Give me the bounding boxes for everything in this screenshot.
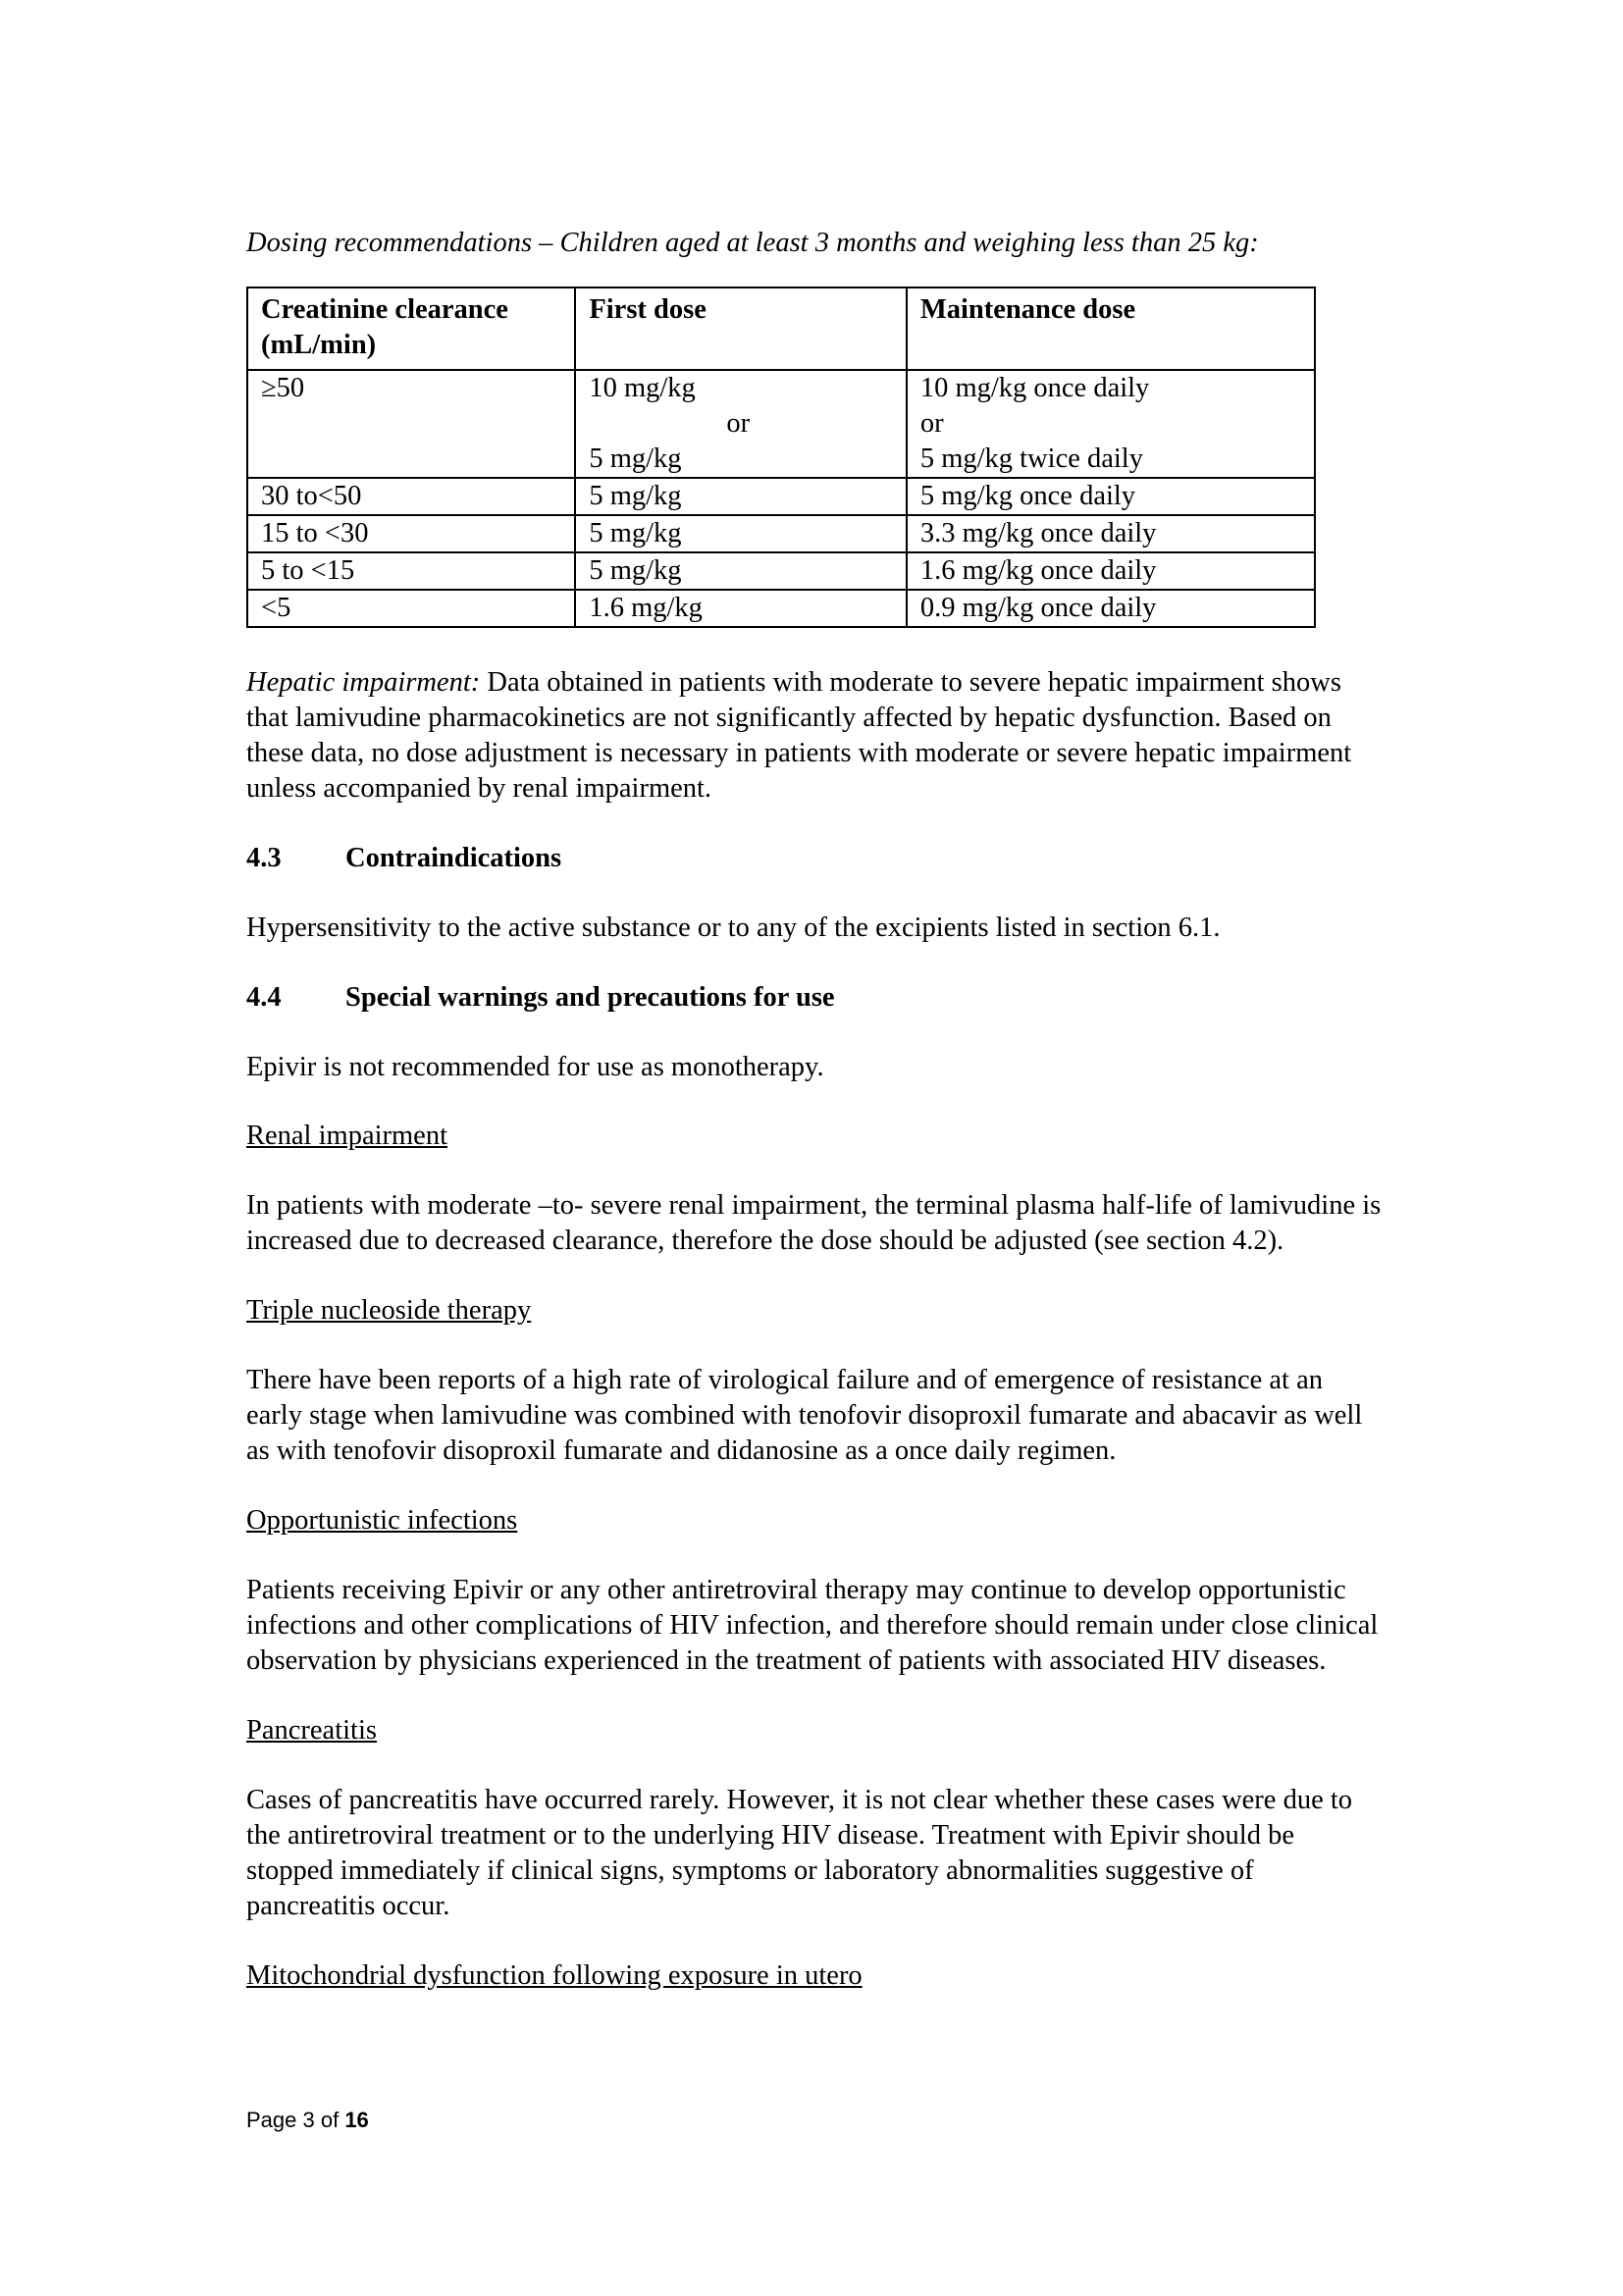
- table-row: [247, 370, 1315, 478]
- cell-first-dose: 1.6 mg/kg: [575, 590, 906, 627]
- table-row: [247, 590, 1315, 627]
- section-title: Contraindications: [345, 843, 562, 873]
- table-row: [247, 552, 1315, 590]
- document-page: [246, 226, 1385, 1994]
- triple-text: There have been reports of a high rate of virological failure and of emergence of resistance at an early stage when lamivudine was combined with tenofovir disoproxil fumarate and abacavir as well as with tenofovir disoproxil fumarate and didanosine as a once daily regimen.: [246, 1365, 1363, 1466]
- page-number-prefix: Page 3 of: [246, 2108, 345, 2132]
- subheading-opportunistic: Opportunistic infections: [246, 1505, 518, 1536]
- first-dose-or: or: [726, 408, 751, 439]
- cell-creatinine: 30 to<50: [247, 478, 575, 515]
- cell-first-dose: [575, 370, 906, 478]
- renal-text: In patients with moderate –to- severe renal impairment, the terminal plasma half-life of lamivudine is increased due to decreased clearance, therefore the dose should be adjusted (see section 4.2).: [246, 1190, 1382, 1256]
- dosing-table: [246, 287, 1316, 628]
- cell-maintenance: [907, 370, 1315, 478]
- subheading-triple: Triple nucleoside therapy: [246, 1295, 532, 1326]
- table-row: [247, 515, 1315, 552]
- page-total: 16: [344, 2108, 369, 2132]
- section-title: Special warnings and precautions for use: [345, 982, 835, 1013]
- cell-creatinine: 5 to <15: [247, 552, 575, 590]
- maint-dose-or: or: [919, 408, 944, 439]
- first-dose-b: 5 mg/kg: [589, 444, 682, 474]
- header-creatinine: Creatinine clearance (mL/min): [247, 287, 575, 370]
- maint-dose-b: 5 mg/kg twice daily: [919, 444, 1143, 474]
- maint-dose-a: 10 mg/kg once daily: [919, 373, 1150, 403]
- cell-maintenance: 3.3 mg/kg once daily: [907, 515, 1315, 552]
- cell-creatinine: ≥50: [247, 370, 575, 478]
- hepatic-paragraph: [246, 665, 1385, 807]
- header-first-dose: First dose: [575, 287, 906, 370]
- cell-first-dose: 5 mg/kg: [575, 478, 906, 515]
- cell-maintenance: 1.6 mg/kg once daily: [907, 552, 1315, 590]
- header-maintenance: Maintenance dose: [907, 287, 1315, 370]
- contraindications-text: Hypersensitivity to the active substance or to any of the excipients listed in section 6.1.: [246, 913, 1221, 943]
- section-number: 4.4: [246, 982, 282, 1013]
- hepatic-label: Hepatic impairment:: [246, 667, 481, 698]
- monotherapy-text: Epivir is not recommended for use as monotherapy.: [246, 1052, 824, 1082]
- dosing-intro: Dosing recommendations – Children aged at least 3 months and weighing less than 25 kg:: [246, 228, 1259, 258]
- cell-first-dose: 5 mg/kg: [575, 552, 906, 590]
- table-row: [247, 478, 1315, 515]
- opportunistic-text: Patients receiving Epivir or any other antiretroviral therapy may continue to develop opportunistic infections and other complications of HIV infection, and therefore should remain under close clinical observation by physicians experienced in the treatment of patients with associated HIV diseases.: [246, 1575, 1379, 1676]
- cell-first-dose: 5 mg/kg: [575, 515, 906, 552]
- page-footer: [246, 2108, 369, 2133]
- subheading-pancreatitis: Pancreatitis: [246, 1715, 377, 1746]
- cell-maintenance: 0.9 mg/kg once daily: [907, 590, 1315, 627]
- table-header-row: [247, 287, 1315, 370]
- hepatic-text: Data obtained in patients with moderate to severe hepatic impairment shows that lamivudine pharmacokinetics are not significantly affected by hepatic dysfunction. Based on these data, no dose adjustment is necessary in patients with moderate or severe hepatic impairment unless accompanied by renal impairment.: [246, 667, 1352, 804]
- pancreatitis-text: Cases of pancreatitis have occurred rarely. However, it is not clear whether these cases were due to the antiretroviral treatment or to the underlying HIV disease. Treatment with Epivir should be stopped immediately if clinical signs, symptoms or laboratory abnormalities suggestive of pancreatitis occur.: [246, 1785, 1353, 1921]
- subheading-renal: Renal impairment: [246, 1121, 447, 1151]
- subheading-mitochondrial: Mitochondrial dysfunction following exposure in utero: [246, 1960, 863, 1991]
- cell-creatinine: 15 to <30: [247, 515, 575, 552]
- section-heading-4-3: [246, 841, 1385, 876]
- cell-maintenance: 5 mg/kg once daily: [907, 478, 1315, 515]
- cell-creatinine: <5: [247, 590, 575, 627]
- first-dose-a: 10 mg/kg: [589, 373, 696, 403]
- section-number: 4.3: [246, 843, 282, 873]
- section-heading-4-4: [246, 980, 1385, 1016]
